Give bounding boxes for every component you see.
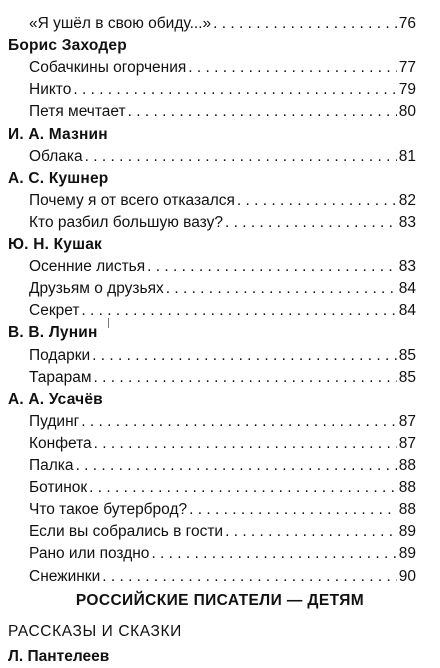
entry-page-number: 81 (398, 147, 416, 165)
dot-leader (151, 543, 396, 565)
entry-page-number: 87 (398, 434, 416, 452)
entry-title: Секрет (29, 302, 80, 320)
entry-page-number: 89 (398, 523, 416, 541)
author-heading: И. А. Мазнин (8, 125, 108, 143)
toc-entry (29, 101, 416, 123)
entry-title: Палка (29, 457, 74, 474)
dot-leader (188, 57, 396, 79)
toc-entry (29, 190, 416, 212)
dot-leader (73, 79, 396, 101)
entry-page-number: 80 (398, 103, 416, 121)
dot-leader (94, 433, 397, 455)
dot-leader (76, 455, 397, 477)
entry-page-number: 82 (398, 191, 416, 209)
entry-page-number: 76 (398, 15, 416, 32)
toc-entry (29, 79, 416, 101)
dot-leader (89, 477, 397, 499)
dot-leader (213, 13, 397, 35)
dot-leader (94, 367, 397, 389)
toc-entry (29, 367, 416, 389)
entry-title: Конфета (29, 434, 92, 452)
entry-title: Петя мечтает (29, 103, 126, 121)
entry-title: Собачкины огорчения (29, 59, 187, 77)
toc-entry (29, 13, 416, 35)
toc-entry (29, 212, 416, 234)
entry-page-number: 84 (398, 280, 416, 298)
entry-title: Почему я от всего отказался (29, 191, 235, 209)
entry-title: Друзьям о друзьях (29, 280, 164, 298)
entry-title: Снежинки (29, 567, 101, 585)
dot-leader (189, 499, 397, 521)
entry-title: Тарарам (29, 368, 92, 386)
entry-title: Рано или поздно (29, 545, 150, 563)
toc-entry (29, 411, 416, 433)
print-mark (108, 318, 109, 328)
entry-title: Ботинок (29, 479, 88, 497)
entry-page-number: 77 (398, 59, 416, 77)
toc-entry (29, 499, 416, 521)
entry-page-number: 87 (398, 412, 416, 430)
entry-page-number: 85 (398, 368, 416, 386)
dot-leader (128, 101, 397, 123)
entry-title: Никто (29, 81, 72, 99)
toc-entry (29, 278, 416, 300)
section-heading: РОССИЙСКИЕ ПИСАТЕЛИ — ДЕТЯМ (75, 592, 365, 609)
entry-title: Что такое бутерброд? (29, 501, 188, 519)
entry-page-number: 83 (398, 258, 416, 276)
author-heading: В. В. Лунин (8, 324, 98, 342)
toc-entry (29, 566, 416, 588)
entry-page-number: 89 (398, 545, 416, 563)
entry-title: Осенние листья (29, 258, 146, 276)
author-heading: Борис Заходер (8, 37, 127, 55)
entry-title: Кто разбил большую вазу? (29, 213, 223, 231)
author-heading: Ю. Н. Кушак (8, 236, 102, 253)
author-heading: А. А. Усачёв (8, 390, 103, 408)
entry-title: Пудинг (29, 412, 80, 430)
toc-entry (29, 521, 416, 543)
section-subheading: РАССКАЗЫ И СКАЗКИ (8, 623, 182, 640)
toc-entry (29, 57, 416, 79)
toc-entry (29, 477, 416, 499)
dot-leader (102, 566, 397, 588)
entry-page-number: 88 (398, 501, 416, 519)
entry-title: Подарки (29, 346, 91, 364)
entry-title: Облака (29, 147, 83, 165)
dot-leader (166, 278, 397, 300)
entry-page-number: 85 (398, 346, 416, 364)
toc-entry (29, 433, 416, 455)
entry-page-number: 83 (398, 213, 416, 231)
toc-entry (29, 455, 416, 477)
entry-page-number: 88 (398, 457, 416, 474)
dot-leader (81, 411, 396, 433)
author-heading: А. С. Кушнер (8, 169, 109, 187)
dot-leader (81, 300, 396, 322)
dot-leader (92, 345, 397, 367)
entry-page-number: 90 (398, 567, 416, 585)
dot-leader (225, 521, 397, 543)
toc-entry (29, 300, 416, 322)
dot-leader (237, 190, 397, 212)
entry-title: «Я ушёл в свою обиду...» (29, 15, 212, 32)
dot-leader (225, 212, 397, 234)
toc-entry (29, 256, 416, 278)
entry-page-number: 79 (398, 81, 416, 99)
entry-page-number: 84 (398, 302, 416, 320)
toc-entry (29, 345, 416, 367)
next-author-cut: Л. Пантелеев (8, 648, 110, 665)
dot-leader (85, 146, 397, 168)
toc-entry (29, 146, 416, 168)
entry-page-number: 88 (398, 479, 416, 497)
dot-leader (147, 256, 397, 278)
entry-title: Если вы собрались в гости (29, 523, 224, 541)
toc-entry (29, 543, 416, 565)
